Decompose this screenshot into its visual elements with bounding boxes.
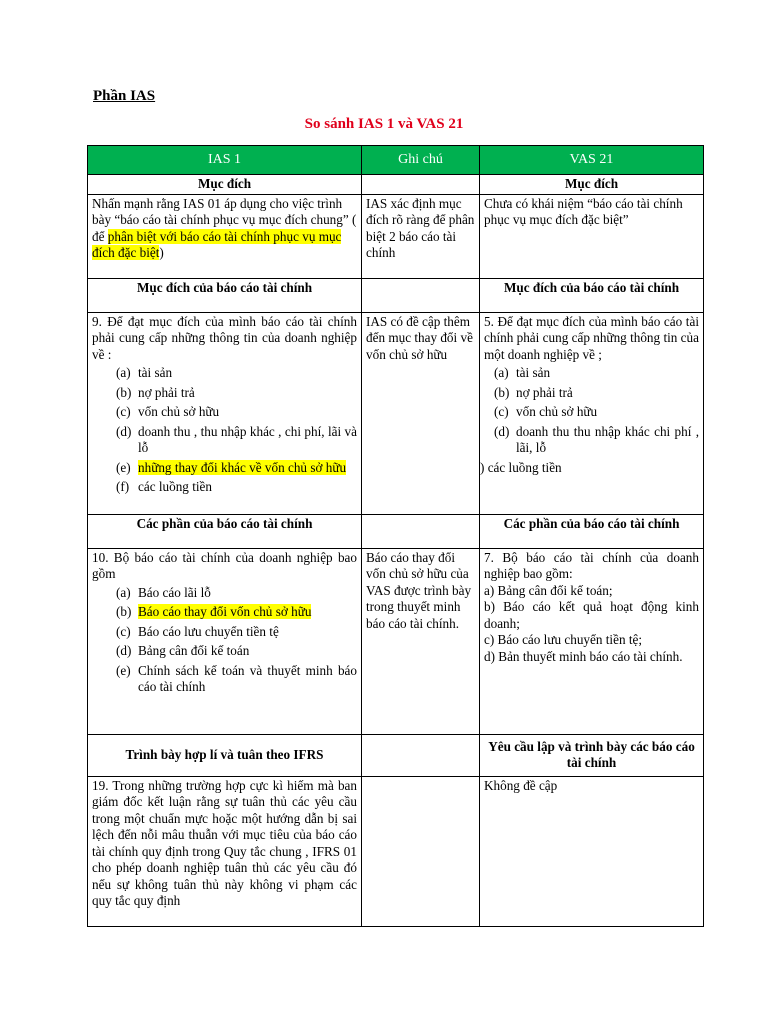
ias-cell: 19. Trong những trường hợp cực kì hiếm mà ban giám đốc kết luận rằng sự tuân thủ các yêu cầu trong một chuẩn mực hoặc một hướng dẫn bị sai lệch đến nỗi mâu thuẫn với mục tiêu của báo cáo tài chính quy định trong Quy tắc chung , IFRS 01 cho phép doanh nghiệp tuân thủ các yêu cầu đó nếu sự không tuân thủ này không vi phạm các quy tắc quy định: [88, 776, 362, 926]
section-title-vas: Yêu cầu lập và trình bày các báo cáo tài chính: [480, 734, 704, 776]
list-item: c) Báo cáo lưu chuyển tiền tệ;: [484, 632, 643, 647]
vas-cell: [480, 548, 704, 734]
list-item: (c) vốn chủ sở hữu: [116, 404, 220, 419]
highlighted-text: những thay đổi khác về vốn chủ sở hữu: [138, 459, 347, 475]
list-item: (a) tài sản: [116, 365, 173, 380]
section-title-vas: Mục đích: [480, 175, 704, 195]
note-cell: IAS có đề cập thêm đến mục thay đổi về vốn chủ sở hữu: [362, 312, 480, 514]
highlighted-text: Báo cáo thay đổi vốn chủ sở hữu: [138, 604, 312, 619]
list-item: (f) các luồng tiền: [116, 479, 212, 494]
list-item: (e) những thay đổi khác về vốn chủ sở hữu: [116, 459, 347, 475]
section-title-vas: Mục đích của báo cáo tài chính: [480, 278, 704, 312]
list-item: (d) Bảng cân đối kế toán: [116, 643, 250, 658]
list-item: ) các luồng tiền: [480, 459, 562, 475]
list-item: (d) doanh thu thu nhập khác chi phí , lãi, lỗ: [494, 423, 699, 455]
list-item: b) Báo cáo kết quả hoạt động kinh doanh;: [484, 599, 699, 631]
ias-cell: [88, 312, 362, 514]
vas-intro: 7. Bộ báo cáo tài chính của doanh nghiệp bao gồm:: [484, 549, 699, 581]
ias-cell: [88, 548, 362, 734]
comparison-table: [87, 145, 704, 927]
section-title-row: [88, 734, 704, 776]
vas-intro: 5. Để đạt mục đích của mình báo cáo tài chính phải cung cấp những thông tin của một doanh nghiệp về ;: [484, 313, 699, 362]
section-title-row: [88, 514, 704, 548]
list-item: (b) nợ phải trả: [494, 384, 573, 400]
ias-text-end: ): [159, 245, 164, 260]
list-item: d) Bản thuyết minh báo cáo tài chính.: [484, 648, 683, 664]
section-title-note-empty: [362, 514, 480, 548]
table-row: [88, 548, 704, 734]
ias-list: [92, 585, 357, 696]
list-item: (c) Báo cáo lưu chuyển tiền tệ: [116, 623, 279, 639]
section-title-ias: Trình bày hợp lí và tuân theo IFRS: [88, 734, 362, 776]
ias-text: Nhấn mạnh rằng IAS 01 áp dụng cho việc trình bày “báo cáo tài chính phục vụ mục đích chung” ( để: [92, 195, 357, 244]
list-item: (e) Chính sách kế toán và thuyết minh báo cáo tài chính: [116, 662, 357, 694]
list-item: (a) tài sản: [494, 365, 551, 380]
note-cell: Báo cáo thay đổi vốn chủ sở hữu của VAS được trình bày trong thuyết minh báo cáo tài chính.: [362, 548, 480, 734]
vas-cell: Không đề cập: [480, 776, 704, 926]
list-item: (b) nợ phải trả: [116, 384, 195, 400]
section-title-vas: Các phần của báo cáo tài chính: [480, 514, 704, 548]
list-item: (a) Báo cáo lãi lỗ: [116, 584, 211, 600]
document-title: So sánh IAS 1 và VAS 21: [304, 116, 464, 132]
note-cell: [362, 776, 480, 926]
ias-intro: 10. Bộ báo cáo tài chính của doanh nghiệp bao gồm: [92, 549, 357, 581]
table-header-row: [88, 146, 704, 175]
header-notes: Ghi chú: [362, 146, 480, 175]
ias-intro: 9. Để đạt mục đích của mình báo cáo tài chính phải cung cấp những thông tin của doanh nghiệp về :: [92, 313, 357, 362]
section-title-note-empty: [362, 734, 480, 776]
note-cell: IAS xác định mục đích rõ ràng để phân biệt 2 báo cáo tài chính: [362, 194, 480, 278]
vas-list: [484, 583, 699, 666]
section-title-ias: Mục đích của báo cáo tài chính: [88, 278, 362, 312]
highlighted-text: phân biệt với báo cáo tài chính phục vụ mục đích đặc biệt: [92, 228, 342, 260]
table-row: [88, 776, 704, 926]
section-title-note-empty: [362, 278, 480, 312]
header-ias1: IAS 1: [88, 146, 362, 175]
section-title-row: [88, 278, 704, 312]
ias-cell: [88, 194, 362, 278]
list-item: a) Bảng cân đối kế toán;: [484, 582, 613, 598]
table-row: [88, 312, 704, 514]
list-item: (d) doanh thu , thu nhập khác , chi phí, lãi và lỗ: [116, 423, 357, 455]
vas-cell: [480, 312, 704, 514]
section-title-note-empty: [362, 175, 480, 195]
table-row: [88, 194, 704, 278]
section-title-ias: Mục đích: [88, 175, 362, 195]
list-item: (c) vốn chủ sở hữu: [494, 404, 598, 419]
section-title-ias: Các phần của báo cáo tài chính: [88, 514, 362, 548]
header-vas21: VAS 21: [480, 146, 704, 175]
section-title-row: [88, 175, 704, 195]
vas-list: [484, 365, 699, 457]
section-heading: Phần IAS: [93, 88, 156, 104]
ias-list: [92, 365, 357, 496]
list-item: (b) Báo cáo thay đổi vốn chủ sở hữu: [116, 604, 312, 619]
vas-cell: Chưa có khái niệm “báo cáo tài chính phục vụ mục đích đặc biệt”: [480, 194, 704, 278]
